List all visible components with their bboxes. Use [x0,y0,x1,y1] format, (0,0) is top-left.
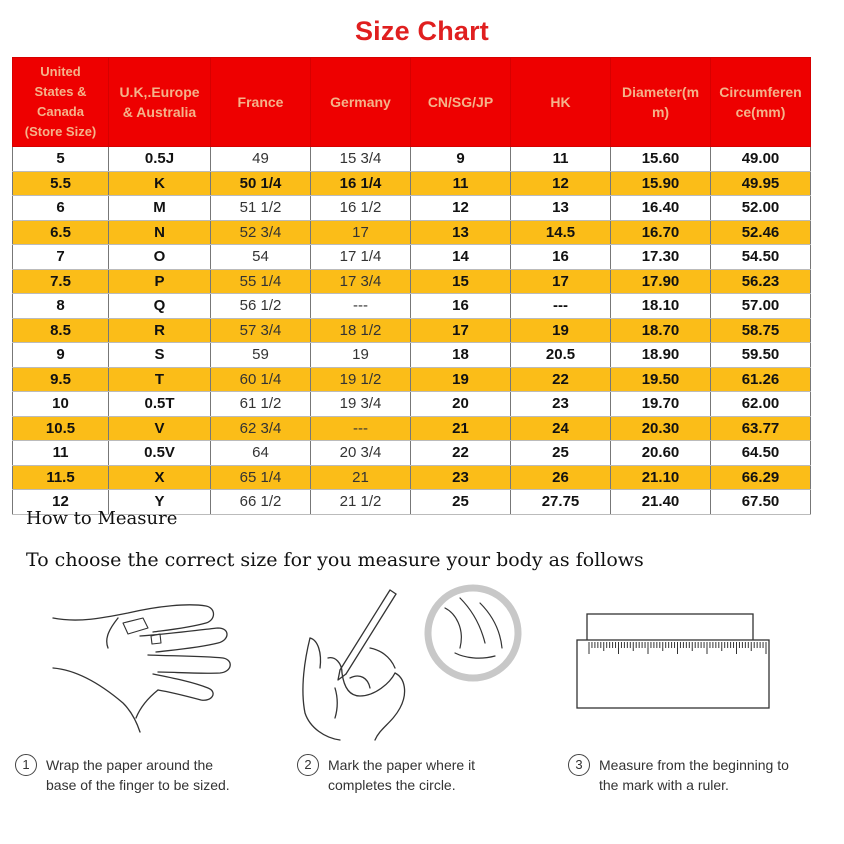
table-row [13,465,811,490]
table-cell: 19.50 [611,367,711,392]
header-text: (Store Size) [24,124,97,139]
table-cell: 19 1/2 [311,367,411,392]
table-cell: 59 [211,343,311,368]
table-cell: 11.5 [13,465,109,490]
header-text: m) [651,104,670,120]
table-cell: 18.70 [611,318,711,343]
table-cell: N [109,220,211,245]
table-cell: 11 [13,441,109,466]
table-cell: 27.75 [511,490,611,515]
table-cell: 22 [511,367,611,392]
step-1-line2: base of the finger to be sized. [46,777,230,793]
header-text: CN/SG/JP [427,94,494,110]
table-cell: 63.77 [711,416,811,441]
table-cell: 16 [511,245,611,270]
table-cell: --- [511,294,611,319]
table-cell: 54.50 [711,245,811,270]
header-text: ce(mm) [735,104,786,120]
table-cell: 17.30 [611,245,711,270]
header-germany [311,58,411,147]
table-cell: 0.5V [109,441,211,466]
table-cell: 18.10 [611,294,711,319]
table-cell: 54 [211,245,311,270]
table-cell: 55 1/4 [211,269,311,294]
hand-marking-paper-icon [280,578,530,743]
table-cell: O [109,245,211,270]
table-cell: 13 [411,220,511,245]
table-header-row [13,58,811,147]
table-row [13,245,811,270]
table-cell: 18 1/2 [311,318,411,343]
table-cell: 52.00 [711,196,811,221]
table-row [13,147,811,172]
table-cell: Y [109,490,211,515]
table-cell: M [109,196,211,221]
step-3-line2: the mark with a ruler. [599,777,729,793]
table-cell: 57 3/4 [211,318,311,343]
table-cell: 5 [13,147,109,172]
table-cell: 9.5 [13,367,109,392]
step-2-line1: Mark the paper where it [328,757,476,773]
table-cell: 16 1/4 [311,171,411,196]
table-cell: 7 [13,245,109,270]
header-hk [511,58,611,147]
header-us-canada [13,58,109,147]
table-cell: 49.00 [711,147,811,172]
table-row [13,343,811,368]
table-cell: 18.90 [611,343,711,368]
header-text: Canada [37,104,84,119]
table-cell: 10.5 [13,416,109,441]
table-cell: 15 3/4 [311,147,411,172]
header-text: France [237,94,284,110]
table-cell: 56 1/2 [211,294,311,319]
table-cell: 8.5 [13,318,109,343]
table-cell: 14.5 [511,220,611,245]
table-cell: 12 [13,490,109,515]
table-cell: 26 [511,465,611,490]
table-cell: 7.5 [13,269,109,294]
header-text: & Australia [122,104,197,120]
ruler-measure-icon [575,612,775,712]
header-circumference [711,58,811,147]
table-cell: 60 1/4 [211,367,311,392]
table-cell: 61.26 [711,367,811,392]
table-cell: 17 [511,269,611,294]
table-cell: 15.90 [611,171,711,196]
table-cell: 25 [511,441,611,466]
table-cell: 6.5 [13,220,109,245]
table-cell: K [109,171,211,196]
page-title: Size Chart [354,16,490,46]
table-cell: 16 1/2 [311,196,411,221]
table-cell: 21 [311,465,411,490]
table-cell: 50 1/4 [211,171,311,196]
table-cell: Q [109,294,211,319]
table-cell: 0.5J [109,147,211,172]
table-cell: 16.40 [611,196,711,221]
table-cell: 21 1/2 [311,490,411,515]
table-cell: 66.29 [711,465,811,490]
table-row [13,294,811,319]
table-cell: 19 [511,318,611,343]
table-cell: 0.5T [109,392,211,417]
table-cell: 11 [511,147,611,172]
table-cell: 20 [411,392,511,417]
size-table [12,57,811,515]
table-cell: 49.95 [711,171,811,196]
table-row [13,441,811,466]
table-body [13,147,811,515]
table-cell: 18 [411,343,511,368]
header-text: U.K,.Europe [119,84,200,100]
table-cell: P [109,269,211,294]
table-cell: 22 [411,441,511,466]
table-cell: 20.5 [511,343,611,368]
table-cell: 9 [411,147,511,172]
table-cell: 65 1/4 [211,465,311,490]
table-cell: 61 1/2 [211,392,311,417]
table-cell: 19 [311,343,411,368]
table-cell: 62.00 [711,392,811,417]
header-text: HK [550,94,571,110]
table-cell: 49 [211,147,311,172]
header-text: Diameter(m [621,84,700,100]
table-cell: 67.50 [711,490,811,515]
table-cell: 15.60 [611,147,711,172]
table-cell: 64 [211,441,311,466]
table-cell: 8 [13,294,109,319]
table-cell: 16.70 [611,220,711,245]
table-cell: 17 3/4 [311,269,411,294]
table-cell: 17 1/4 [311,245,411,270]
table-cell: 12 [411,196,511,221]
table-cell: 20 3/4 [311,441,411,466]
table-cell: 66 1/2 [211,490,311,515]
step-1-line1: Wrap the paper around the [46,757,214,773]
table-cell: R [109,318,211,343]
table-cell: 17 [311,220,411,245]
table-cell: --- [311,416,411,441]
header-text: States & [34,84,87,99]
table-cell: 52.46 [711,220,811,245]
table-cell: 16 [411,294,511,319]
table-cell: 23 [411,465,511,490]
step-3-number-icon: 3 [568,754,590,776]
step-2-number-icon: 2 [297,754,319,776]
table-cell: S [109,343,211,368]
table-cell: 17.90 [611,269,711,294]
header-france [211,58,311,147]
table-cell: 6 [13,196,109,221]
table-cell: 21.10 [611,465,711,490]
header-text: United [40,64,81,79]
table-cell: 58.75 [711,318,811,343]
table-cell: 56.23 [711,269,811,294]
header-diameter [611,58,711,147]
table-cell: 52 3/4 [211,220,311,245]
table-cell: X [109,465,211,490]
table-row [13,196,811,221]
table-cell: 23 [511,392,611,417]
table-row [13,269,811,294]
table-row [13,220,811,245]
table-cell: 12 [511,171,611,196]
step-2-line2: completes the circle. [328,777,456,793]
table-row [13,318,811,343]
table-row [13,416,811,441]
table-row [13,171,811,196]
table-cell: 10 [13,392,109,417]
table-row [13,367,811,392]
table-cell: 51 1/2 [211,196,311,221]
table-cell: 62 3/4 [211,416,311,441]
table-cell: V [109,416,211,441]
table-cell: 59.50 [711,343,811,368]
header-uk-europe-australia [109,58,211,147]
hand-wrapped-paper-icon [48,598,248,733]
table-cell: 64.50 [711,441,811,466]
step-1-number-icon: 1 [15,754,37,776]
table-cell: 11 [411,171,511,196]
table-cell: 19 [411,367,511,392]
table-cell: 9 [13,343,109,368]
table-cell: 19 3/4 [311,392,411,417]
table-cell: 17 [411,318,511,343]
table-cell: 14 [411,245,511,270]
table-cell: T [109,367,211,392]
table-cell: 19.70 [611,392,711,417]
table-cell: 20.30 [611,416,711,441]
how-to-measure-heading: How to Measure [26,508,178,529]
table-cell: 21.40 [611,490,711,515]
step-3-line1: Measure from the beginning to [599,757,789,773]
table-cell: 24 [511,416,611,441]
measure-instruction: To choose the correct size for you measure your body as follows [26,549,644,571]
table-cell: 15 [411,269,511,294]
table-row [13,392,811,417]
table-cell: 57.00 [711,294,811,319]
header-text: Circumferen [719,84,802,100]
table-cell: --- [311,294,411,319]
header-cn-sg-jp [411,58,511,147]
table-cell: 20.60 [611,441,711,466]
table-cell: 21 [411,416,511,441]
table-cell: 5.5 [13,171,109,196]
header-text: Germany [330,94,391,110]
table-cell: 13 [511,196,611,221]
table-cell: 25 [411,490,511,515]
